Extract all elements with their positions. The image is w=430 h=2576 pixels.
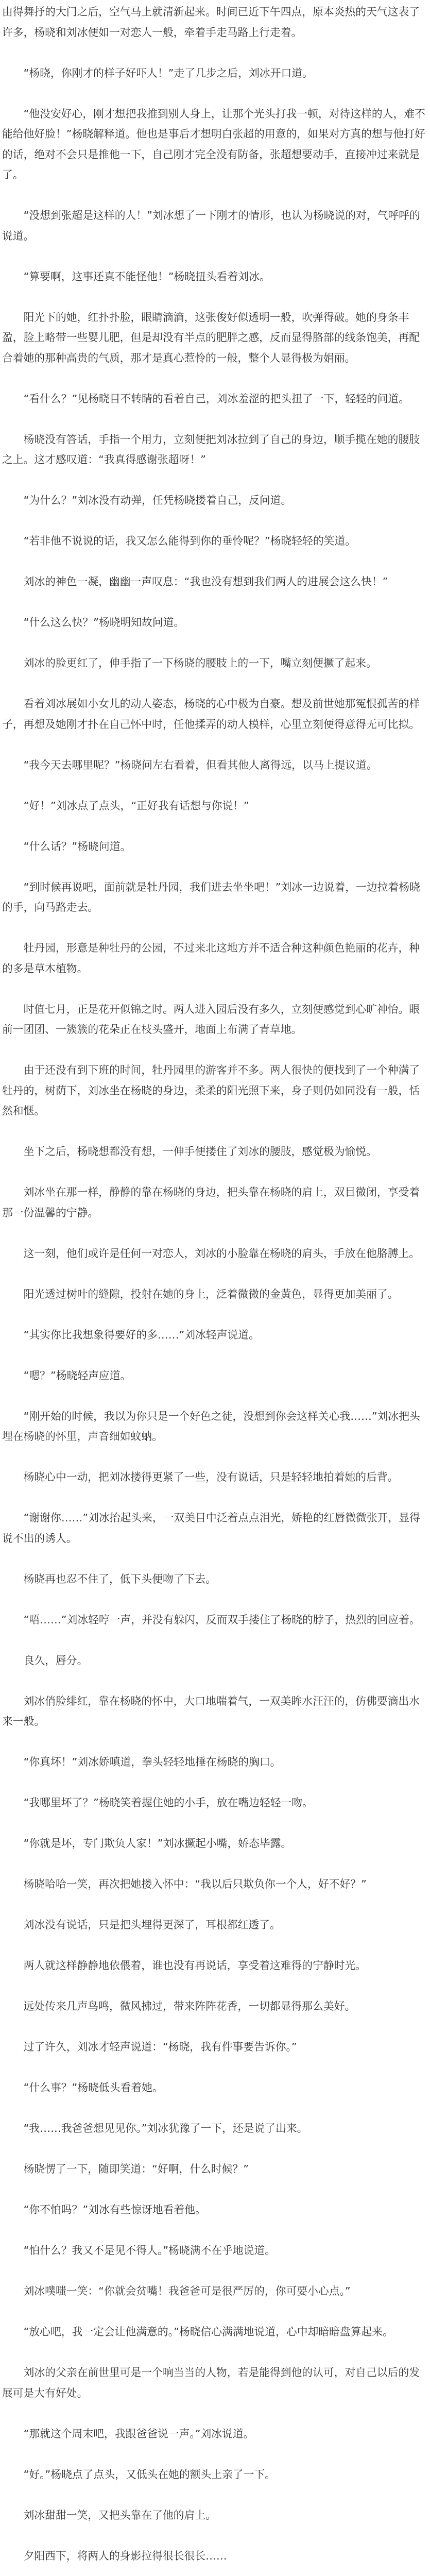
paragraph: “到时候再说吧，面前就是牡丹园，我们进去坐坐吧！”刘冰一边说着，一边拉着杨晓的手，向马路走去。	[2, 880, 420, 913]
paragraph: “我今天去哪里呢？”杨晓问左右看着，但看其他人离得远，以马上提议道。	[23, 758, 377, 771]
paragraph: 过了许久，刘冰才轻声说道：“杨晓，我有件事要告诉你。”	[23, 2041, 297, 2053]
paragraph: 夕阳西下，将两人的身影拉得很长很长……	[23, 2549, 227, 2562]
paragraph: 阳光透过树叶的缝隙，投射在她的身上，泛着微微的金黄色，显得更加美丽了。	[23, 1287, 399, 1300]
paragraph: “算要啊，这事还真不能怪他！”杨晓扭头看着刘冰。	[23, 270, 270, 283]
paragraph: 阳光下的她，红扑扑脸，眼睛滴滴，这张俊好似透明一般，吹弹得破。她的身条丰盈，脸上略带一些婴儿肥，但是却没有半点的肥胖之感，反而显得胳部的线条饱美，再配合着她的那种高贵的气质，那才是真心惹怜的一般，整个人显得极为娟丽。	[2, 311, 420, 364]
paragraph: 刘冰俏脸绯红，靠在杨晓的怀中，大口地喘着气，一双美眸水汪汪的，仿佛要滴出水来一般。	[2, 1694, 420, 1727]
paragraph: “若非他不说说的话，我又怎么能得到你的垂怜呢？”杨晓轻轻的笑道。	[23, 535, 356, 547]
paragraph: 刘冰甜甜一笑，又把头靠在了他的肩上。	[23, 2509, 216, 2521]
paragraph: “什么话？”杨晓问道。	[23, 840, 131, 853]
paragraph: 杨晓心中一动，把刘冰搂得更紧了一些，没有说话，只是轻轻地拍着她的后背。	[23, 1471, 399, 1483]
paragraph: “好！”刘冰点了点头，“正好我有话想与你说！”	[23, 799, 249, 812]
paragraph: 由于还没有到下班的时间，牡丹园里的游客并不多。两人很快的便找到了一个种满了牡丹的，树荫下，刘冰坐在杨晓的身边，柔柔的阳光照下来，身子则仍如同没有一般，恬然和惬。	[2, 1064, 420, 1117]
paragraph: “刚开始的时候，我以为你只是一个好色之徒，没想到你会这样关心我……”刘冰把头埋在杨晓的怀里，声音细如蚊蚋。	[2, 1410, 420, 1443]
paragraph: 由得舞抒的大门之后，空气马上就清新起来。时间已近下午四点，原本炎热的天气这表了许多，杨晓和刘冰便如一对恋人一般，牵着手走马路上行走着。	[2, 6, 420, 39]
paragraph: “你真坏！”刘冰娇嗔道，拳头轻轻地捶在杨晓的胸口。	[23, 1756, 281, 1768]
paragraph: “那就这个周末吧，我跟爸爸说一声。”刘冰说道。	[23, 2427, 254, 2440]
paragraph: 牡丹园，形意是种牡丹的公园，不过来北这地方并不适合种这种颜色艳丽的花卉，种的多是草木植物。	[2, 942, 420, 975]
paragraph: 坐下之后，杨晓想都没有想，一伸手便搂住了刘冰的腰肢，感觉极为愉悦。	[23, 1145, 377, 1158]
paragraph: 远处传来几声鸟鸣，微风拂过，带来阵阵花香，一切都显得那么美好。	[23, 2000, 356, 2012]
paragraph: 这一刻，他们或许是任何一对恋人，刘冰的小脸靠在杨晓的肩头，手放在他胳膊上。	[23, 1247, 420, 1260]
paragraph: 刘冰没有说话，只是把头埋得更深了，耳根都红透了。	[23, 1919, 281, 1931]
paragraph: 良久，唇分。	[23, 1654, 88, 1667]
paragraph: 杨晓没有答话，手指一个用力，立刻便把刘冰拉到了自己的身边，顺手揽在她的腰肢之上。这才感叹道：“我真得感谢张超呀！”	[2, 433, 420, 466]
paragraph: “其实你比我想象得要好的多……”刘冰轻声说道。	[23, 1328, 260, 1341]
paragraph: 两人就这样静静地依偎着，谁也没有再说话，享受着这难得的宁静时光。	[23, 1959, 367, 1972]
paragraph: 刘冰坐在那一样，静静的靠在杨晓的身边，把头靠在杨晓的肩上，双目微闭，享受着那一份温馨的宁静。	[2, 1186, 420, 1219]
paragraph: “唔……”刘冰轻哼一声，并没有躲闪，反而双手搂住了杨晓的脖子，热烈的回应着。	[23, 1613, 420, 1626]
paragraph: “为什么？”刘冰没有动弹，任凭杨晓搂着自己，反问道。	[23, 494, 292, 506]
paragraph: 杨晓哈哈一笑，再次把她搂入怀中：“我以后只欺负你一个人，好不好？”	[23, 1878, 367, 1890]
paragraph: 杨晓愣了一下，随即笑道：“好啊，什么时候？”	[23, 2163, 249, 2175]
paragraph: “你就是坏，专门欺负人家！”刘冰撅起小嘴，娇态毕露。	[23, 1837, 292, 1850]
paragraph: “你不怕吗？”刘冰有些惊讶地看着他。	[23, 2204, 206, 2216]
paragraph: “怕什么？我又不是见不得人。”杨晓满不在乎地说道。	[23, 2244, 276, 2257]
paragraph: “杨晓，你刚才的样子好吓人！”走了几步之后，刘冰开口道。	[23, 66, 313, 79]
paragraph: “看什么？”见杨晓目不转睛的看着自己，刘冰羞涩的把头扭了一下，轻轻的问道。	[23, 392, 410, 405]
paragraph: “放心吧，我一定会让他满意的。”杨晓信心满满地说道，心中却暗暗盘算起来。	[23, 2326, 393, 2338]
paragraph: “我哪里坏了？”杨晓笑着握住她的小手，放在嘴边轻轻一吻。	[23, 1797, 313, 1809]
paragraph: 刘冰的神色一凝，幽幽一声叹息：“我也没有想到我们两人的进展会这么快！”	[23, 575, 388, 588]
paragraph: “嗯？”杨晓轻声应道。	[23, 1369, 131, 1382]
paragraph: 刘冰的父亲在前世里可是一个响当当的人物，若是能得到他的认可，对自己以后的发展可是大有好处。	[2, 2366, 420, 2399]
paragraph: 看着刘冰展如小女儿的动人姿态，杨晓的心中极为自豪。想及前世她那冤恨孤苦的样子，再想及她刚才扑在自己怀中时，任他揉弄的动人模样，心里立刻便得意得无可比拟。	[2, 698, 420, 731]
paragraph: “什么事？”杨晓低头看着她。	[23, 2081, 163, 2094]
paragraph: 杨晓再也忍不住了，低下头便吻了下去。	[23, 1572, 216, 1585]
paragraph: “他没安好心，刚才想把我推到别人身上，让那个光头打我一顿，对待这样的人，难不能给他好脸！”杨晓解释道。他也是事后才想明白张超的用意的，如果对方真的想与他打好的话，绝对不会只是推他一下，自己刚才完全没有防备，张超想要动手，直接冲过来就是了。	[2, 107, 425, 181]
paragraph: 刘冰噗嗤一笑：“你就会贫嘴！我爸爸可是很严厉的，你可要小心点。”	[23, 2285, 351, 2297]
paragraph: “没想到张超是这样的人！”刘冰想了一下刚才的情形，也认为杨晓说的对，气呼呼的说道。	[2, 209, 420, 242]
paragraph: 刘冰的脸更红了，伸手指了一下杨晓的腰肢上的一下，嘴立刻便撅了起来。	[23, 657, 377, 669]
paragraph: 时值七月，正是花开似锦之时。两人进入园后没有多久，立刻便感觉到心旷神怡。眼前一团团、一簇簇的花朵正在枝头盛开，地面上布满了青草地。	[2, 1003, 420, 1036]
paragraph: “我……我爸爸想见见你。”刘冰犹豫了一下，还是说了出来。	[23, 2122, 308, 2134]
paragraph: “什么这么快？”杨晓明知故问道。	[23, 616, 185, 629]
paragraph: “谢谢你……”刘冰抬起头来，一双美目中泛着点点泪光，娇艳的红唇微微张开，显得说不出的诱人。	[2, 1512, 420, 1545]
paragraph: “好。”杨晓点了点头，又低头在她的额头上亲了一下。	[23, 2468, 276, 2481]
